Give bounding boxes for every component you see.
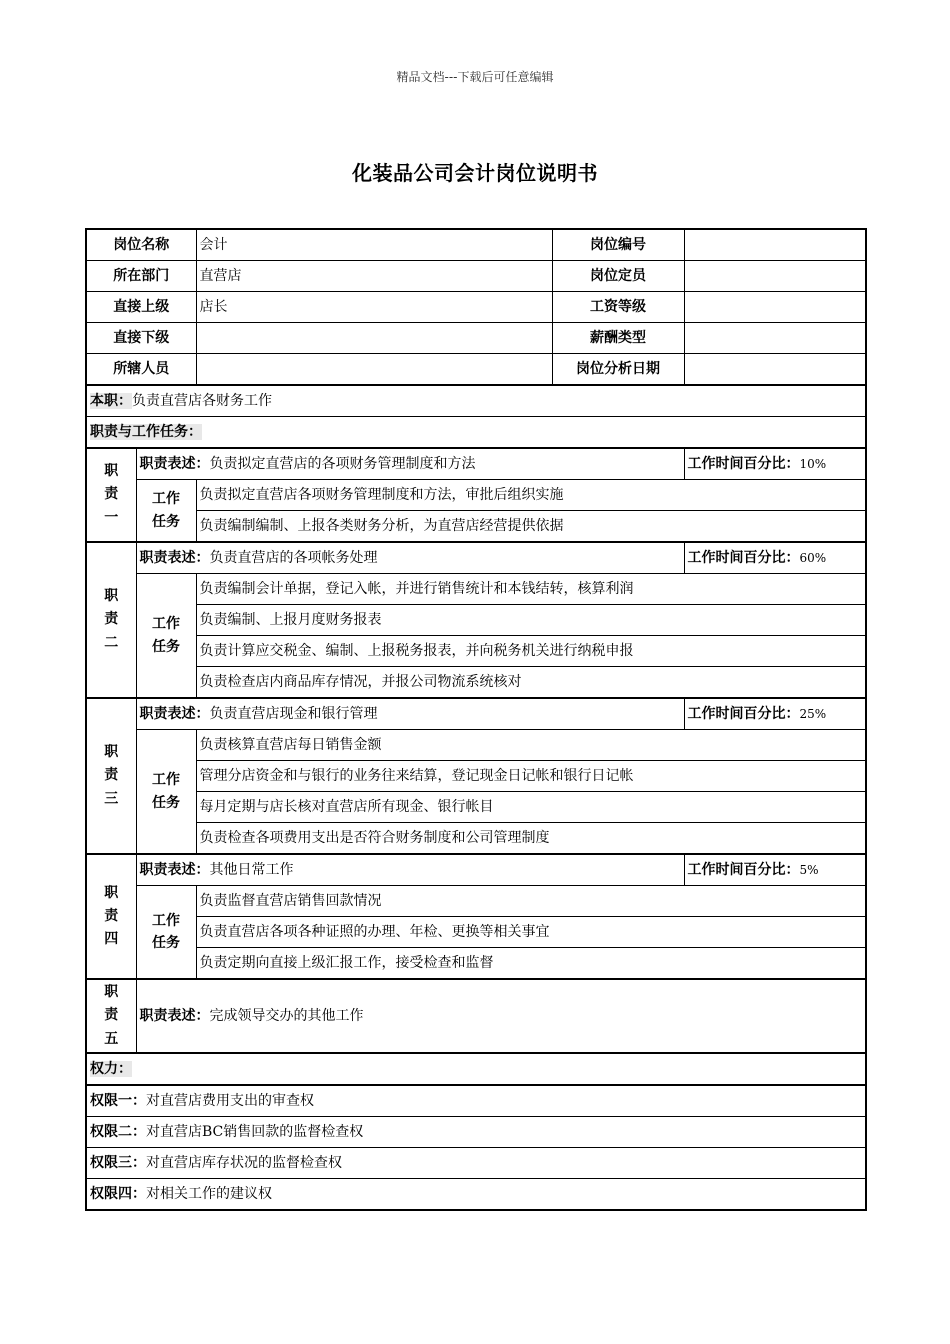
- duty-4-desc-row: [86, 854, 866, 886]
- duty-2-task-row: [86, 667, 866, 699]
- post-name-value: 会计: [196, 229, 552, 261]
- duty-2-pct: 60%: [799, 550, 827, 565]
- info-row-2: [86, 261, 866, 292]
- duty-4-pct-label: 工作时间百分比：: [687, 861, 800, 878]
- authority-row: [86, 1117, 866, 1148]
- duty-1-pct: 10%: [799, 456, 827, 471]
- duty-5-row: [86, 979, 866, 1053]
- duty-4-name: 职 责 四: [86, 854, 136, 979]
- subordinate-value: [196, 323, 552, 354]
- staff-label: 所辖人员: [86, 354, 196, 386]
- duty-3-desc-row: [86, 698, 866, 730]
- duty-4-task-row: [86, 948, 866, 980]
- duty-3-task-3: 每月定期与店长核对直营店所有现金、银行帐目: [196, 792, 866, 823]
- duty-4-task-row: [86, 917, 866, 948]
- authority-3-label: 权限三：: [90, 1154, 146, 1171]
- duty-5-desc-label: 职责表述：: [139, 1007, 210, 1024]
- duty-4-task-2: 负责直营店各项各种证照的办理、年检、更换等相关事宜: [196, 917, 866, 948]
- dept-label: 所在部门: [86, 261, 196, 292]
- duty-3-task-4: 负责检查各项费用支出是否符合财务制度和公司管理制度: [196, 823, 866, 855]
- authority-header-row: [86, 1053, 866, 1085]
- duty-2-task-4: 负责检查店内商品库存情况，并报公司物流系统核对: [196, 667, 866, 699]
- duty-1-desc-label: 职责表述：: [139, 455, 210, 472]
- info-row-3: [86, 292, 866, 323]
- quota-label: 岗位定员: [552, 261, 684, 292]
- quota-value: [684, 261, 866, 292]
- duty-4-task-1: 负责监督直营店销售回款情况: [196, 886, 866, 917]
- duty-2-task-row: [86, 636, 866, 667]
- duty-4-pct: 5%: [799, 862, 819, 877]
- duty-2-task-label: 工作 任务: [136, 574, 196, 699]
- duty-3-desc: 负责直营店现金和银行管理: [209, 705, 378, 722]
- info-row-5: [86, 354, 866, 386]
- authority-2-label: 权限二：: [90, 1123, 146, 1140]
- duty-2-task-row: [86, 605, 866, 636]
- authority-3-text: 对直营店库存状况的监督检查权: [146, 1154, 342, 1171]
- duty-4-task-3: 负责定期向直接上级汇报工作，接受检查和监督: [196, 948, 866, 980]
- duty-5-desc: 完成领导交办的其他工作: [209, 1007, 364, 1024]
- staff-value: [196, 354, 552, 386]
- duty-2-task-3: 负责计算应交税金、编制、上报税务报表，并向税务机关进行纳税申报: [196, 636, 866, 667]
- info-row-1: [86, 229, 866, 261]
- superior-label: 直接上级: [86, 292, 196, 323]
- duty-2-task-1: 负责编制会计单据，登记入帐，并进行销售统计和本钱结转，核算利润: [196, 574, 866, 605]
- authority-2-text: 对直营店BC销售回款的监督检查权: [146, 1123, 364, 1140]
- wage-value: [684, 292, 866, 323]
- authority-row: [86, 1148, 866, 1179]
- duty-main-label: 本职：: [90, 392, 132, 409]
- subordinate-label: 直接下级: [86, 323, 196, 354]
- duty-1-task-label: 工作 任务: [136, 480, 196, 543]
- duty-3-task-row: [86, 792, 866, 823]
- duty-3-name: 职 责 三: [86, 698, 136, 854]
- dept-value: 直营店: [196, 261, 552, 292]
- duty-2-name: 职 责 二: [86, 542, 136, 698]
- authority-4-label: 权限四：: [90, 1185, 146, 1202]
- duty-2-desc-row: [86, 542, 866, 574]
- info-row-4: [86, 323, 866, 354]
- duty-4-desc: 其他日常工作: [209, 861, 294, 878]
- duties-header-row: [86, 417, 866, 449]
- page-title: 化装品公司会计岗位说明书: [352, 161, 598, 185]
- duty-3-task-row: [86, 730, 866, 761]
- job-description-table: [85, 228, 867, 1211]
- duty-3-task-row: [86, 761, 866, 792]
- duty-3-pct: 25%: [799, 706, 827, 721]
- pay-value: [684, 323, 866, 354]
- wage-label: 工资等级: [552, 292, 684, 323]
- header-note: 精品文档---下载后可任意编辑: [396, 70, 554, 84]
- duty-3-task-label: 工作 任务: [136, 730, 196, 855]
- authority-row: [86, 1179, 866, 1211]
- authority-header: 权力：: [90, 1060, 132, 1077]
- duty-2-desc: 负责直营店的各项帐务处理: [209, 549, 378, 566]
- date-label: 岗位分析日期: [552, 354, 684, 386]
- duty-main-text: 负责直营店各财务工作: [132, 392, 272, 409]
- duty-3-pct-label: 工作时间百分比：: [687, 705, 800, 722]
- duty-2-desc-label: 职责表述：: [139, 549, 210, 566]
- duty-3-desc-label: 职责表述：: [139, 705, 210, 722]
- superior-value: 店长: [196, 292, 552, 323]
- post-no-label: 岗位编号: [552, 229, 684, 261]
- authority-1-text: 对直营店费用支出的审查权: [146, 1092, 314, 1109]
- duty-1-desc-row: [86, 448, 866, 480]
- pay-label: 薪酬类型: [552, 323, 684, 354]
- duty-3-task-row: [86, 823, 866, 855]
- authority-row: [86, 1085, 866, 1117]
- duty-1-task-2: 负责编制编制、上报各类财务分析，为直营店经营提供依据: [196, 511, 866, 543]
- post-no-value: [684, 229, 866, 261]
- authority-4-text: 对相关工作的建议权: [146, 1185, 272, 1202]
- post-name-label: 岗位名称: [86, 229, 196, 261]
- duties-header: 职责与工作任务：: [90, 423, 202, 440]
- duty-1-desc: 负责拟定直营店的各项财务管理制度和方法: [209, 455, 476, 472]
- duty-1-task-row: [86, 480, 866, 511]
- duty-5-name: 职 责 五: [86, 979, 136, 1053]
- duty-3-task-2: 管理分店资金和与银行的业务往来结算，登记现金日记帐和银行日记帐: [196, 761, 866, 792]
- duty-2-task-2: 负责编制、上报月度财务报表: [196, 605, 866, 636]
- duty-1-name: 职 责 一: [86, 448, 136, 542]
- duty-1-pct-label: 工作时间百分比：: [687, 455, 800, 472]
- authority-1-label: 权限一：: [90, 1092, 146, 1109]
- duty-3-task-1: 负责核算直营店每日销售金额: [196, 730, 866, 761]
- duty-1-task-row: [86, 511, 866, 543]
- duty-4-desc-label: 职责表述：: [139, 861, 210, 878]
- duty-1-task-1: 负责拟定直营店各项财务管理制度和方法，审批后组织实施: [196, 480, 866, 511]
- duty-4-task-label: 工作 任务: [136, 886, 196, 980]
- duty-4-task-row: [86, 886, 866, 917]
- duty-2-pct-label: 工作时间百分比：: [687, 549, 800, 566]
- date-value: [684, 354, 866, 386]
- duty-2-task-row: [86, 574, 866, 605]
- duty-main-row: [86, 385, 866, 417]
